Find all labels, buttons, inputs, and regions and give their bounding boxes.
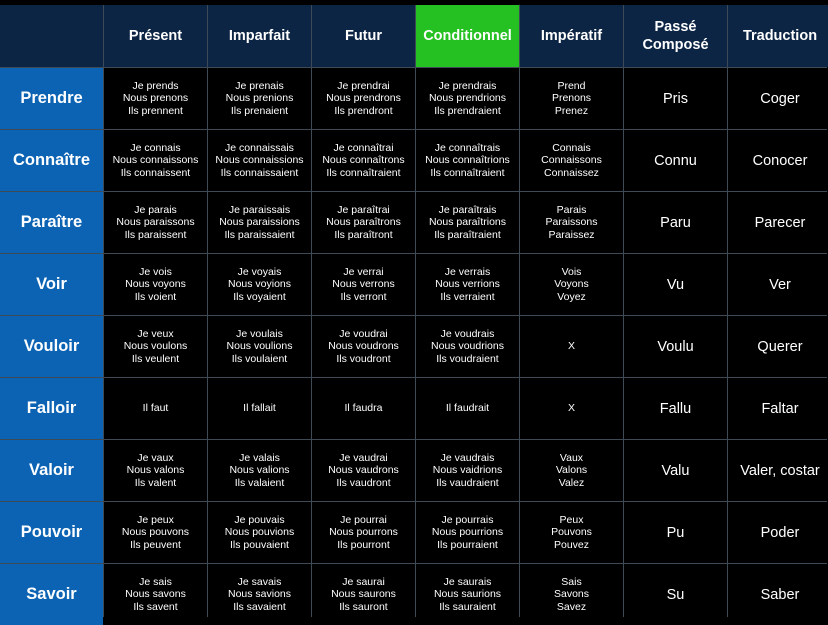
conjugation-cell: Je connaîtrais Nous connaîtrions Ils connaîtraient	[416, 130, 519, 191]
conjugation-cell: Je pourrais Nous pourrions Ils pourraient	[416, 502, 519, 563]
conjugation-cell: Je prendrais Nous prendrions Ils prendraient	[416, 68, 519, 129]
summary-cell: Saber	[728, 564, 828, 625]
conjugation-cell: Sais Savons Savez	[520, 564, 623, 625]
conjugation-cell: Je veux Nous voulons Ils veulent	[104, 316, 207, 377]
conjugation-cell: Je saurai Nous saurons Ils sauront	[312, 564, 415, 625]
verb-label: Prendre	[0, 68, 103, 129]
summary-cell: Valer, costar	[728, 440, 828, 501]
conjugation-cell: Je parais Nous paraissons Ils paraissent	[104, 192, 207, 253]
conjugation-cell: Il fallait	[208, 378, 311, 439]
column-header: Impératif	[520, 5, 623, 67]
verb-label: Vouloir	[0, 316, 103, 377]
column-header: Passé Composé	[624, 5, 727, 67]
conjugation-cell: Connais Connaissons Connaissez	[520, 130, 623, 191]
conjugation-cell: Je vois Nous voyons Ils voient	[104, 254, 207, 315]
conjugation-cell: Je pourrai Nous pourrons Ils pourront	[312, 502, 415, 563]
conjugation-cell: Je sais Nous savons Ils savent	[104, 564, 207, 625]
conjugation-cell: Je pouvais Nous pouvions Ils pouvaient	[208, 502, 311, 563]
conjugation-cell: Je voyais Nous voyions Ils voyaient	[208, 254, 311, 315]
conjugation-table	[0, 5, 827, 617]
conjugation-cell: Il faudra	[312, 378, 415, 439]
column-header: Conditionnel	[416, 5, 519, 67]
conjugation-cell: Je verrais Nous verrions Ils verraient	[416, 254, 519, 315]
conjugation-cell: Je peux Nous pouvons Ils peuvent	[104, 502, 207, 563]
summary-cell: Valu	[624, 440, 727, 501]
conjugation-cell: X	[520, 316, 623, 377]
conjugation-cell: Je paraîtrai Nous paraîtrons Ils paraîtront	[312, 192, 415, 253]
summary-cell: Pu	[624, 502, 727, 563]
verb-label: Connaître	[0, 130, 103, 191]
table-corner	[0, 5, 103, 67]
column-header: Traduction	[728, 5, 828, 67]
conjugation-cell: Prend Prenons Prenez	[520, 68, 623, 129]
conjugation-cell: Il faudrait	[416, 378, 519, 439]
conjugation-cell: Je paraissais Nous paraissions Ils paraissaient	[208, 192, 311, 253]
summary-cell: Su	[624, 564, 727, 625]
conjugation-cell: Je voulais Nous voulions Ils voulaient	[208, 316, 311, 377]
conjugation-cell: Je connaîtrai Nous connaîtrons Ils connaîtraient	[312, 130, 415, 191]
verb-label: Savoir	[0, 564, 103, 625]
summary-cell: Conocer	[728, 130, 828, 191]
verb-label: Voir	[0, 254, 103, 315]
conjugation-cell: Je voudrai Nous voudrons Ils voudront	[312, 316, 415, 377]
summary-cell: Pris	[624, 68, 727, 129]
column-header: Présent	[104, 5, 207, 67]
conjugation-cell: Peux Pouvons Pouvez	[520, 502, 623, 563]
summary-cell: Parecer	[728, 192, 828, 253]
conjugation-cell: Je valais Nous valions Ils valaient	[208, 440, 311, 501]
summary-cell: Coger	[728, 68, 828, 129]
conjugation-cell: Je saurais Nous saurions Ils sauraient	[416, 564, 519, 625]
summary-cell: Ver	[728, 254, 828, 315]
column-header: Imparfait	[208, 5, 311, 67]
conjugation-cell: Vois Voyons Voyez	[520, 254, 623, 315]
summary-cell: Vu	[624, 254, 727, 315]
conjugation-cell: Je prendrai Nous prendrons Ils prendront	[312, 68, 415, 129]
verb-label: Falloir	[0, 378, 103, 439]
conjugation-cell: Parais Paraissons Paraissez	[520, 192, 623, 253]
verb-label: Paraître	[0, 192, 103, 253]
conjugation-cell: Je savais Nous savions Ils savaient	[208, 564, 311, 625]
conjugation-cell: Je paraîtrais Nous paraîtrions Ils paraîtraient	[416, 192, 519, 253]
summary-cell: Voulu	[624, 316, 727, 377]
column-header: Futur	[312, 5, 415, 67]
conjugation-cell: Je verrai Nous verrons Ils verront	[312, 254, 415, 315]
summary-cell: Connu	[624, 130, 727, 191]
conjugation-cell: Je connais Nous connaissons Ils connaissent	[104, 130, 207, 191]
conjugation-cell: Je vaudrais Nous vaidrions Ils vaudraient	[416, 440, 519, 501]
summary-cell: Poder	[728, 502, 828, 563]
conjugation-cell: Je prenais Nous prenions Ils prenaient	[208, 68, 311, 129]
conjugation-cell: Vaux Valons Valez	[520, 440, 623, 501]
summary-cell: Faltar	[728, 378, 828, 439]
conjugation-cell: Je connaissais Nous connaissions Ils connaissaient	[208, 130, 311, 191]
conjugation-cell: Je vaudrai Nous vaudrons Ils vaudront	[312, 440, 415, 501]
summary-cell: Fallu	[624, 378, 727, 439]
verb-label: Pouvoir	[0, 502, 103, 563]
conjugation-cell: Il faut	[104, 378, 207, 439]
summary-cell: Paru	[624, 192, 727, 253]
conjugation-cell: X	[520, 378, 623, 439]
summary-cell: Querer	[728, 316, 828, 377]
verb-label: Valoir	[0, 440, 103, 501]
conjugation-cell: Je vaux Nous valons Ils valent	[104, 440, 207, 501]
conjugation-cell: Je voudrais Nous voudrions Ils voudraient	[416, 316, 519, 377]
conjugation-cell: Je prends Nous prenons Ils prennent	[104, 68, 207, 129]
